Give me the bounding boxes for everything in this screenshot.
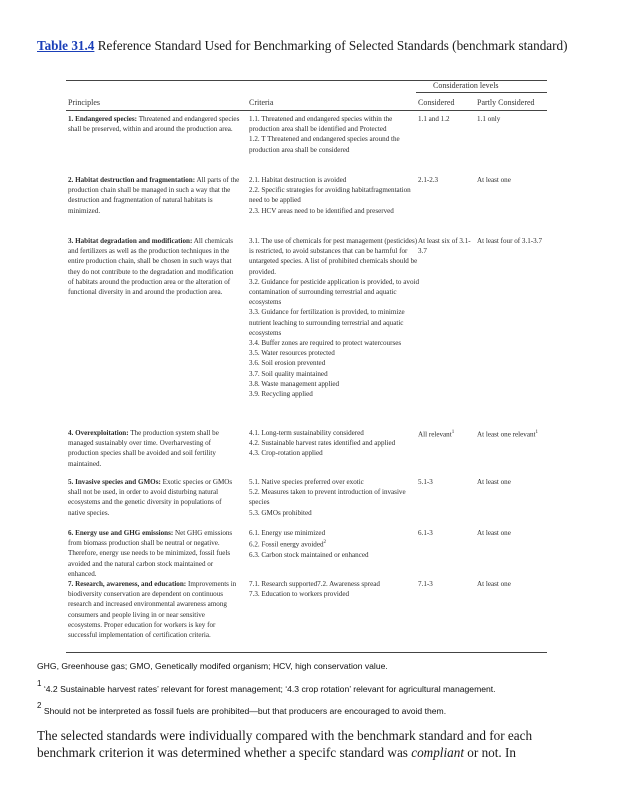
table-row-criteria — [249, 528, 419, 560]
table-row-criteria — [249, 428, 419, 459]
criterion: 4.2. Sustainable harvest rates identified and applied — [249, 439, 396, 448]
criterion: 3.5. Water resources protected — [249, 349, 335, 358]
table-row-principle — [68, 114, 240, 134]
criterion: 7.3. Education to workers provided — [249, 590, 350, 599]
criterion: 3.4. Buffer zones are required to protect watercourses — [249, 339, 402, 348]
considered-value: 1.1 and 1.2 — [418, 115, 450, 123]
body-paragraph — [37, 727, 582, 761]
emphasis: compliant — [411, 745, 464, 760]
table-row-criteria — [249, 579, 419, 599]
table-row-principle — [68, 428, 240, 469]
considered-text: All relevant — [418, 430, 452, 439]
considered-value: 2.1-2.3 — [418, 176, 439, 184]
considered-value: 7.1-3 — [418, 580, 433, 588]
considered-value: At least six of 3.1-3.7 — [418, 237, 471, 256]
partly-value: At least one — [477, 478, 511, 486]
criterion: 3.6. Soil erosion prevented — [249, 359, 326, 368]
principle-desc: Improvements in biodiversity conservation are dependent on continuous research and increased environmental awareness among consumers and people living in or near sensitive ecosystems. Proper education for workers is key for successful implementation of certification criteria. — [68, 580, 237, 640]
partly-value — [477, 428, 547, 440]
partly-value: At least one — [477, 176, 511, 184]
footnote-text: ‘4.2 Sustainable harvest rates’ relevant for forest management; ‘4.3 crop rotation’ relevant for agricultural management. — [41, 683, 496, 694]
considered-value — [418, 428, 474, 440]
criterion: 5.3. GMOs prohibited — [249, 508, 312, 517]
footnote-text: Should not be interpreted as fossil fuels are prohibited—but that producers are encouraged to avoid them. — [41, 705, 447, 716]
footnote-1 — [37, 681, 582, 694]
table-row-principle — [68, 579, 240, 640]
criterion: 5.1. Native species preferred over exotic — [249, 478, 364, 486]
criterion: 5.2. Measures taken to prevent introduction of invasive species — [249, 488, 406, 507]
criterion: 3.9. Recycling applied — [249, 390, 313, 399]
criteria-header: Criteria — [249, 98, 274, 107]
criterion: 3.1. The use of chemicals for pest management (pesticides) is restricted, to avoid substances that can be harmful for untargeted species. A list of prohibited chemicals should be provided. — [249, 237, 418, 276]
principle-desc: Exotic species or GMOs shall not be used, in order to avoid disturbing natural ecosystems and the genetic diversity in populations of native species. — [68, 478, 233, 517]
table-row-principle — [68, 477, 240, 518]
footnote-marker: 1 — [535, 430, 538, 435]
footnote-marker: 2 — [323, 540, 327, 546]
partly-value: At least one — [477, 580, 511, 588]
criterion: 6.3. Carbon stock maintained or enhanced — [249, 550, 369, 559]
criterion: 7.1. Research supported7.2. Awareness spread — [249, 580, 380, 588]
footnote-2 — [37, 703, 582, 716]
criterion: 1.1. Threatened and endangered species within the production area shall be identified and Protected — [249, 115, 393, 134]
criterion: 3.7. Soil quality maintained — [249, 369, 328, 378]
table-row-criteria — [249, 175, 419, 216]
principle-title: 3. Habitat degradation and modification: — [68, 237, 193, 245]
considered-value: 6.1-3 — [418, 529, 433, 537]
partly-text: At least one relevant — [477, 430, 536, 439]
table-row-criteria — [249, 477, 419, 518]
principle-desc: Threatened and endangered species shall be preserved, within and around the production area. — [68, 115, 240, 134]
partly-value: At least one — [477, 529, 511, 537]
criterion: 3.3. Guidance for fertilization is provided, to minimize nutrient leaching to surrounding terrestrial and aquatic ecosystems — [249, 308, 405, 337]
partly-value: 1.1 only — [477, 115, 501, 123]
consideration-levels-header: Consideration levels — [433, 81, 499, 90]
partly-considered-header: Partly Considered — [477, 98, 535, 107]
criterion — [249, 538, 419, 550]
principle-title: 2. Habitat destruction and fragmentation: — [68, 176, 196, 184]
criterion: 6.1. Energy use minimized — [249, 529, 326, 537]
table-row-criteria — [249, 114, 419, 155]
caption-text: Reference Standard Used for Benchmarking of Selected Standards (benchmark standard) — [94, 38, 568, 53]
body-text: The selected standards were individually compared with the benchmark standard and for each benchmark criterion it was determined whether a specifc standard was — [37, 728, 533, 760]
criterion: 2.2. Specific strategies for avoiding habitatfragmentation need to be applied — [249, 186, 411, 205]
principle-desc: The production system shall be managed sustainably over time. Overharvesting of production species shall be avoided and soil fertility maintained. — [68, 429, 219, 468]
principle-desc: All parts of the production chain shall be managed in such a way that the destruction and fragmentation of natural habitats is minimized. — [68, 176, 240, 215]
principle-title: 1. Endangered species: — [68, 115, 138, 123]
principles-header: Principles — [68, 98, 100, 107]
criterion: 2.3. HCV areas need to be identified and preserved — [249, 206, 394, 215]
table-bottom-rule — [66, 652, 547, 653]
principle-desc: Net GHG emissions from biomass production shall be neutral or negative. Therefore, energy use needs to be minimized, fossil fuels avoided and the natural carbon stock maintained or enhanced. — [68, 529, 233, 578]
footnote-marker: 1 — [451, 430, 455, 435]
partly-value: At least four of 3.1-3.7 — [477, 237, 543, 245]
table-row-principle — [68, 236, 240, 297]
considered-value: 5.1-3 — [418, 478, 433, 486]
header-bottom-rule — [66, 110, 547, 111]
criterion: 4.1. Long-term sustainability considered — [249, 429, 364, 437]
criterion: 3.8. Waste management applied — [249, 379, 340, 388]
principle-title: 6. Energy use and GHG emissions: — [68, 529, 174, 537]
criterion: 2.1. Habitat destruction is avoided — [249, 176, 347, 184]
criterion-text: 6.2. Fossil energy avoided — [249, 540, 324, 549]
group-header-rule — [416, 92, 547, 93]
criterion: 4.3. Crop-rotation applied — [249, 449, 323, 458]
table-caption — [37, 37, 582, 54]
table-row-principle — [68, 175, 240, 216]
principle-title: 5. Invasive species and GMOs: — [68, 478, 161, 486]
table-row-criteria — [249, 236, 419, 399]
principle-desc: All chemicals and fertilizers as well as the production techniques in the entire production chain, shall be chosen in such ways that they do not contribute to the degradation and modification of habitats around the production area or the alteration of functional diversity in and around the production area. — [68, 237, 234, 297]
table-row-principle — [68, 528, 240, 579]
table-reference-link[interactable]: Table 31.4 — [37, 38, 95, 53]
body-text: or not. In — [463, 745, 516, 760]
criterion: 1.2. T Threatened and endangered species around the production area shall be considered — [249, 135, 400, 154]
footnote-marker: 1 — [37, 679, 42, 688]
considered-header: Considered — [418, 98, 455, 107]
footnote-abbreviations: GHG, Greenhouse gas; GMO, Genetically modifed organism; HCV, high conservation value. — [37, 661, 388, 671]
principle-title: 7. Research, awareness, and education: — [68, 580, 187, 588]
criterion: 3.2. Guidance for pesticide application is provided, to avoid contamination of surrounding terrestrial and aquatic ecosystems — [249, 277, 420, 307]
footnote-marker: 2 — [37, 701, 42, 710]
principle-title: 4. Overexploitation: — [68, 429, 129, 437]
